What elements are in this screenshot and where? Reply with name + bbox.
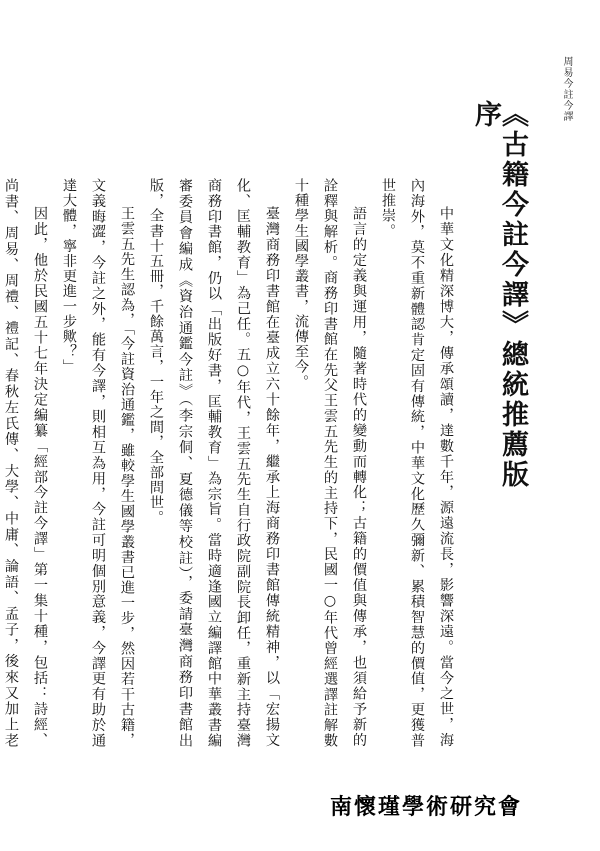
running-header: 周易今註今譯 [561, 56, 572, 122]
paragraph: 中華文化精深博大，傳承頌讀，達數千年，源遠流長，影響深遠。當今之世，海內海外，莫不重新體認肯定固有傳統，中華文化歷久彌新、累積智慧的價值，更獲普世推崇。 [380, 178, 454, 748]
paragraph: 臺灣商務印書館在臺成立六十餘年，繼承上海商務印書館傳統精神，以「宏揚文化、匡輔教育」為己任。五○年代，王雲五先生自行政院副院長卸任，重新主持臺灣商務印書館，仍以「出版好書，匡輔教育」為宗旨。當時適逢國立編譯館中華叢書編審委員會編成《資治通鑑今註》（李宗侗、夏德儀等校註），委請臺灣商務印書館出版，全書十五冊，千餘萬言，一年之間，全部問世。 [148, 178, 280, 748]
paragraph: 因此，他於民國五十七年決定編纂「經部今註今譯」第一集十種，包括：詩經、尚書、周易、周禮、禮記、春秋左氏傳、大學、中庸、論語、孟子，後來又加上老 [3, 178, 48, 748]
body-text [3, 178, 460, 748]
watermark-stamp: 南懷瑾學術研究會 [330, 794, 523, 820]
page-edge [588, 0, 600, 851]
paragraph: 語言的定義與運用，隨著時代的變動而轉化；古籍的價值與傳承，也須給予新的詮釋與解析。商務印書館在先父王雲五先生的主持下，民國一○年代曾經選譯註解數十種學生國學叢書，流傳至今。 [293, 178, 367, 748]
document-title: 《古籍今註今譯》總統推薦版序 [470, 100, 528, 490]
paragraph: 王雲五先生認為，「今註資治通鑑，雖較學生國學叢書已進一步，然因若干古籍，文義晦澀，今註之外，能有今譯，則相互為用，今註可明個別意義，今譯更有助於通達大體，寧非更進一步歟？」 [61, 178, 135, 748]
